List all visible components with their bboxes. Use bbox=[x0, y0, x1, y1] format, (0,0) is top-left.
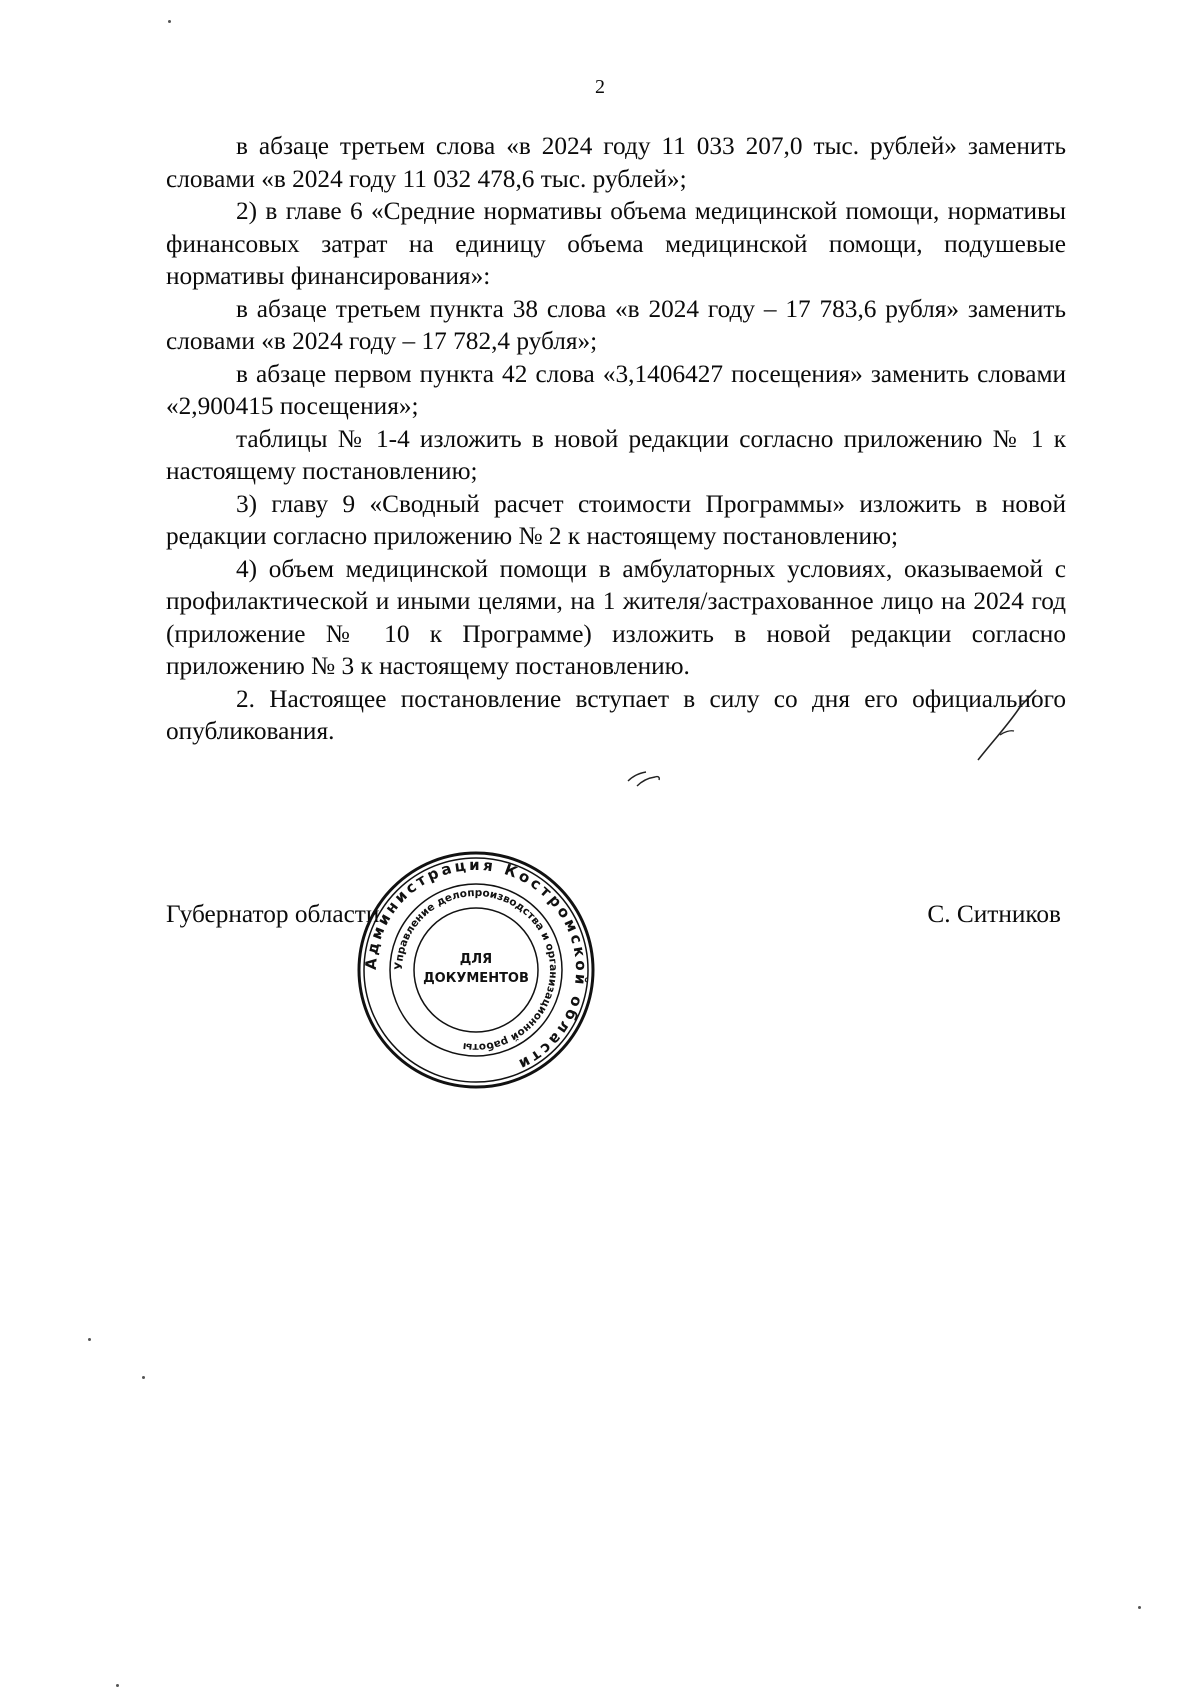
scan-speck bbox=[88, 1338, 91, 1341]
scan-speck bbox=[168, 20, 171, 23]
paragraph: 2. Настоящее постановление вступает в силу со дня его официального опубликования. bbox=[166, 684, 1066, 745]
seal-center-line-1: ДЛЯ bbox=[459, 952, 493, 967]
paragraph: в абзаце третьем слова «в 2024 году 11 033 207,0 тыс. рублей» заменить словами «в 2024 году 11 032 478,6 тыс. рублей»; bbox=[166, 132, 1066, 193]
paragraph: 4) объем медицинской помощи в амбулаторных условиях, оказываемой с профилактической и иными целями, на 1 жителя/застрахованное лицо на 2024 год (приложение № 10 к Программе) изложить в новой редакции согласно приложению № 3 к настоящему постановлению. bbox=[166, 554, 1066, 680]
paragraph: 2) в главе 6 «Средние нормативы объема медицинской помощи, нормативы финансовых затрат на единицу объема медицинской помощи, подушевые нормативы финансирования»: bbox=[166, 197, 1066, 290]
seal-inner-text: Управление делопроизводства и организационной работы bbox=[392, 886, 560, 1054]
scan-speck bbox=[142, 1376, 145, 1379]
page-number: 2 bbox=[595, 76, 605, 98]
pen-stroke bbox=[628, 772, 659, 786]
paragraph: 3) главу 9 «Сводный расчет стоимости Программы» изложить в новой редакции согласно приложению № 2 к настоящему постановлению; bbox=[166, 489, 1066, 550]
paragraph: таблицы № 1-4 изложить в новой редакции согласно приложению № 1 к настоящему постановлению; bbox=[166, 424, 1066, 485]
svg-text:Управление делопроизводства и bbox=[393, 887, 559, 1053]
scan-speck bbox=[116, 1684, 119, 1687]
signer-name: С. Ситников bbox=[927, 900, 1061, 928]
paragraph: в абзаце третьем пункта 38 слова «в 2024 году – 17 783,6 рубля» заменить словами «в 2024 году – 17 782,4 рубля»; bbox=[166, 294, 1066, 355]
seal-center-line-2: ДОКУМЕНТОВ bbox=[423, 971, 529, 986]
signer-title: Губернатор области bbox=[166, 900, 380, 928]
scan-speck bbox=[1138, 1606, 1141, 1609]
official-seal bbox=[356, 850, 596, 1090]
paragraph: в абзаце первом пункта 42 слова «3,1406427 посещения» заменить словами «2,900415 посещения»; bbox=[166, 359, 1066, 420]
document-body bbox=[166, 130, 1066, 748]
seal-outer-text: Администрация Костромской области bbox=[361, 855, 591, 1075]
